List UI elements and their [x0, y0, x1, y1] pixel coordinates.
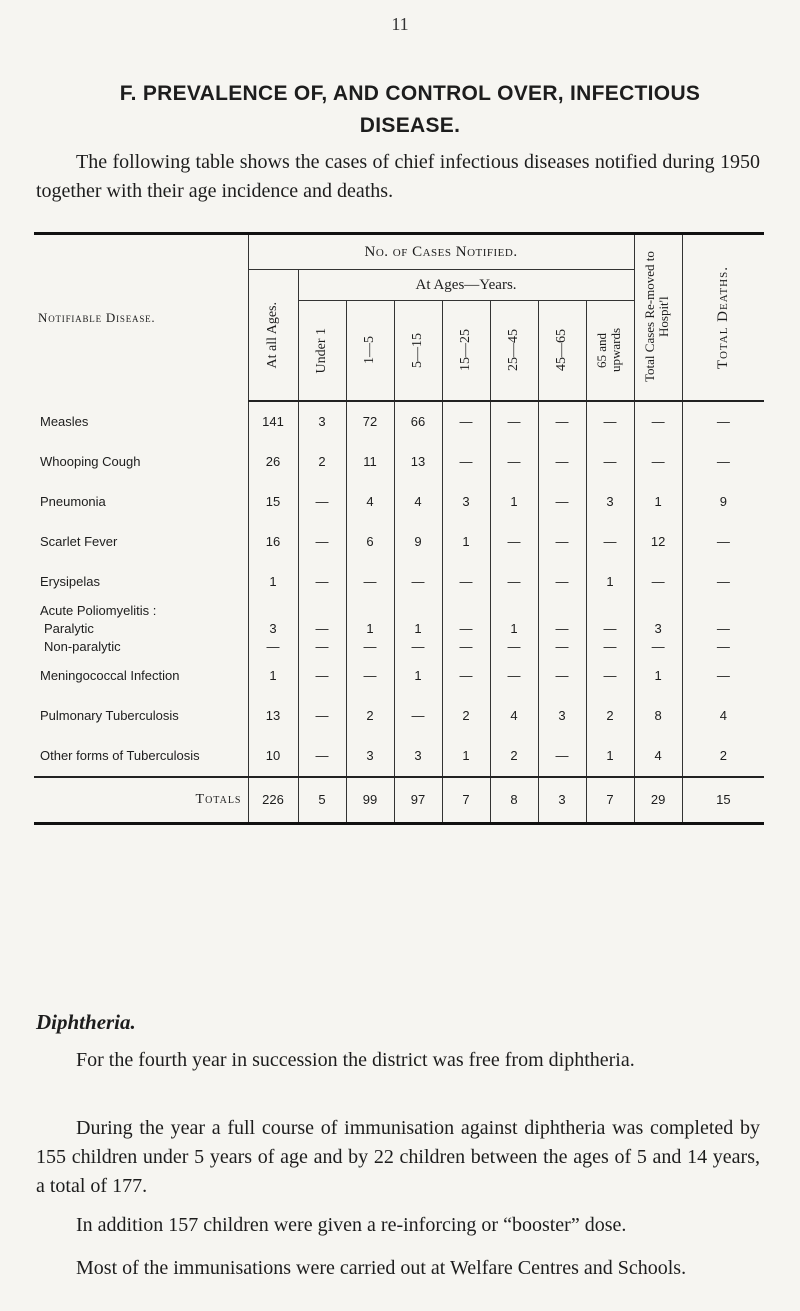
table-cell: —	[490, 522, 538, 562]
all-ages-column-header: At all Ages.	[248, 270, 298, 401]
table-cell: 3	[442, 482, 490, 522]
table-row	[34, 620, 764, 638]
table-cell: 1	[586, 736, 634, 777]
table-row	[34, 562, 764, 602]
table-cell: —	[682, 562, 764, 602]
table-cell: 1	[394, 620, 442, 638]
total-cell: 7	[586, 777, 634, 824]
table-cell: 2	[442, 696, 490, 736]
table-cell: —	[538, 638, 586, 656]
table-cell: —	[442, 442, 490, 482]
table-cell: —	[298, 482, 346, 522]
deaths-column-header: Total Deaths.	[682, 234, 764, 401]
table-cell: —	[298, 638, 346, 656]
table-cell: —	[490, 401, 538, 442]
table-cell: 13	[394, 442, 442, 482]
table-cell: 2	[298, 442, 346, 482]
total-cell: 5	[298, 777, 346, 824]
hospital-column-header: Total Cases Re-moved to Hospit'l	[634, 234, 682, 401]
table-cell: —	[442, 656, 490, 696]
table-cell: 2	[586, 696, 634, 736]
disease-name: Other forms of Tuberculosis	[40, 748, 200, 763]
table-cell: 3	[634, 620, 682, 638]
table-cell: —	[634, 562, 682, 602]
intro-paragraph: The following table shows the cases of chief infectious diseases notified during 1950 together with their age incidence and deaths.	[36, 151, 760, 202]
paragraph-3: In addition 157 children were given a re-inforcing or “booster” dose.	[76, 1214, 627, 1236]
table-cell: 2	[490, 736, 538, 777]
table-cell: —	[394, 696, 442, 736]
table-cell: 10	[248, 736, 298, 777]
table-cell: 15	[248, 482, 298, 522]
age-column-header: 45—65	[538, 301, 586, 401]
table-cell: —	[538, 562, 586, 602]
table-cell: 4	[682, 696, 764, 736]
table-cell: —	[538, 442, 586, 482]
table-cell: —	[586, 620, 634, 638]
disease-name: Acute Poliomyelitis :	[40, 603, 157, 618]
table-cell: —	[682, 442, 764, 482]
total-cell: 99	[346, 777, 394, 824]
table-cell: —	[682, 401, 764, 442]
table-row	[34, 602, 764, 620]
table-cell: 11	[346, 442, 394, 482]
paragraph-2: During the year a full course of immunisation against diphtheria was completed by 155 children under 5 years of age and by 22 children between the ages of 5 and 14 years, a total of 177.	[36, 1117, 760, 1197]
table-cell: —	[298, 736, 346, 777]
page-number: 11	[391, 14, 409, 34]
table-row	[34, 482, 764, 522]
total-cell: 8	[490, 777, 538, 824]
table-cell: —	[490, 656, 538, 696]
table-cell: 1	[442, 522, 490, 562]
table-cell: 9	[682, 482, 764, 522]
table-cell: —	[586, 401, 634, 442]
table-cell: 1	[586, 562, 634, 602]
table-cell: —	[346, 656, 394, 696]
table-cell: 1	[442, 736, 490, 777]
disease-name: Erysipelas	[40, 574, 100, 589]
table-cell	[634, 602, 682, 620]
table-cell: —	[298, 522, 346, 562]
table-cell: 1	[490, 620, 538, 638]
table-cell: —	[298, 620, 346, 638]
table-cell: —	[490, 638, 538, 656]
table-cell: —	[634, 638, 682, 656]
table-cell: —	[538, 482, 586, 522]
table-cell: —	[442, 401, 490, 442]
table-cell: —	[394, 638, 442, 656]
table-cell: —	[634, 401, 682, 442]
total-cell: 7	[442, 777, 490, 824]
disease-name: Measles	[40, 413, 89, 429]
totals-label: Totals	[34, 777, 248, 824]
disease-name: Paralytic	[44, 621, 94, 636]
table-cell: 26	[248, 442, 298, 482]
ages-header: At Ages—Years.	[298, 270, 634, 301]
disease-name: Whooping Cough	[40, 454, 141, 469]
table-cell: —	[248, 638, 298, 656]
table-cell	[394, 602, 442, 620]
table-cell: 1	[634, 482, 682, 522]
table-cell: 1	[490, 482, 538, 522]
disease-name: Pulmonary Tuberculosis	[40, 708, 179, 723]
table-cell: —	[538, 401, 586, 442]
table-cell: 1	[394, 656, 442, 696]
total-cell: 15	[682, 777, 764, 824]
cases-notified-header: No. of Cases Notified.	[248, 234, 634, 270]
table-cell: —	[682, 620, 764, 638]
table-cell: —	[298, 696, 346, 736]
table-cell	[490, 602, 538, 620]
table-cell: —	[298, 562, 346, 602]
paragraph-4: Most of the immunisations were carried out at Welfare Centres and Schools.	[76, 1257, 687, 1279]
table-cell: 3	[586, 482, 634, 522]
table-cell: 72	[346, 401, 394, 442]
table-cell: 4	[346, 482, 394, 522]
age-column-header: 5—15	[394, 301, 442, 401]
table-cell: —	[490, 442, 538, 482]
totals-row	[34, 777, 764, 824]
disease-name: Scarlet Fever	[40, 534, 118, 549]
table-cell: —	[634, 442, 682, 482]
table-row	[34, 736, 764, 777]
table-cell: —	[586, 522, 634, 562]
table-cell	[682, 602, 764, 620]
table-cell: —	[538, 656, 586, 696]
diphtheria-subheading: Diphtheria.	[36, 1010, 136, 1034]
disease-name: Pneumonia	[40, 494, 106, 509]
table-cell: 1	[634, 656, 682, 696]
table-cell: 8	[634, 696, 682, 736]
table-cell: —	[442, 562, 490, 602]
table-cell: —	[298, 656, 346, 696]
table-cell: 3	[346, 736, 394, 777]
table-cell: —	[346, 638, 394, 656]
table-cell: 1	[248, 656, 298, 696]
table-cell: —	[682, 522, 764, 562]
table-cell: 4	[634, 736, 682, 777]
table-row	[34, 522, 764, 562]
table-cell: 2	[682, 736, 764, 777]
table-cell: —	[682, 656, 764, 696]
table-cell: —	[538, 620, 586, 638]
age-column-header: 1—5	[346, 301, 394, 401]
table-cell: 1	[346, 620, 394, 638]
table-cell: 3	[394, 736, 442, 777]
table-cell: —	[442, 620, 490, 638]
table-cell: —	[346, 562, 394, 602]
table-cell: —	[490, 562, 538, 602]
table-cell: 4	[490, 696, 538, 736]
total-cell: 3	[538, 777, 586, 824]
table-cell: —	[394, 562, 442, 602]
table-cell	[248, 602, 298, 620]
total-cell: 226	[248, 777, 298, 824]
table-cell: —	[682, 638, 764, 656]
age-column-header: 15—25	[442, 301, 490, 401]
table-cell: 141	[248, 401, 298, 442]
paragraph-1: For the fourth year in succession the district was free from diphtheria.	[76, 1049, 635, 1071]
table-cell: 4	[394, 482, 442, 522]
table-cell: 2	[346, 696, 394, 736]
table-cell: —	[586, 656, 634, 696]
table-cell	[442, 602, 490, 620]
table-row	[34, 696, 764, 736]
table-cell: —	[538, 522, 586, 562]
total-cell: 97	[394, 777, 442, 824]
total-cell: 29	[634, 777, 682, 824]
disease-name: Non-paralytic	[44, 639, 121, 654]
table-cell	[346, 602, 394, 620]
table-cell	[538, 602, 586, 620]
disease-name: Meningococcal Infection	[40, 668, 180, 683]
table-cell: 6	[346, 522, 394, 562]
table-cell: 9	[394, 522, 442, 562]
age-column-header: 65 and upwards	[586, 301, 634, 401]
table-cell: 16	[248, 522, 298, 562]
table-row	[34, 638, 764, 656]
table-cell: 3	[538, 696, 586, 736]
table-cell: 12	[634, 522, 682, 562]
infectious-disease-table	[34, 232, 764, 825]
age-column-header: Under 1	[298, 301, 346, 401]
table-cell: 13	[248, 696, 298, 736]
table-cell: 66	[394, 401, 442, 442]
table-row	[34, 442, 764, 482]
table-cell: 1	[248, 562, 298, 602]
table-cell: 3	[248, 620, 298, 638]
table-cell: —	[586, 442, 634, 482]
table-cell: —	[538, 736, 586, 777]
table-cell	[298, 602, 346, 620]
table-cell: —	[442, 638, 490, 656]
table-cell	[586, 602, 634, 620]
section-heading: F. PREVALENCE OF, AND CONTROL OVER, INFECTIOUS DISEASE.	[119, 82, 701, 137]
table-cell: 3	[298, 401, 346, 442]
disease-column-header: Notifiable Disease.	[38, 309, 156, 325]
table-cell: —	[586, 638, 634, 656]
table-row	[34, 656, 764, 696]
table-row	[34, 401, 764, 442]
age-column-header: 25—45	[490, 301, 538, 401]
